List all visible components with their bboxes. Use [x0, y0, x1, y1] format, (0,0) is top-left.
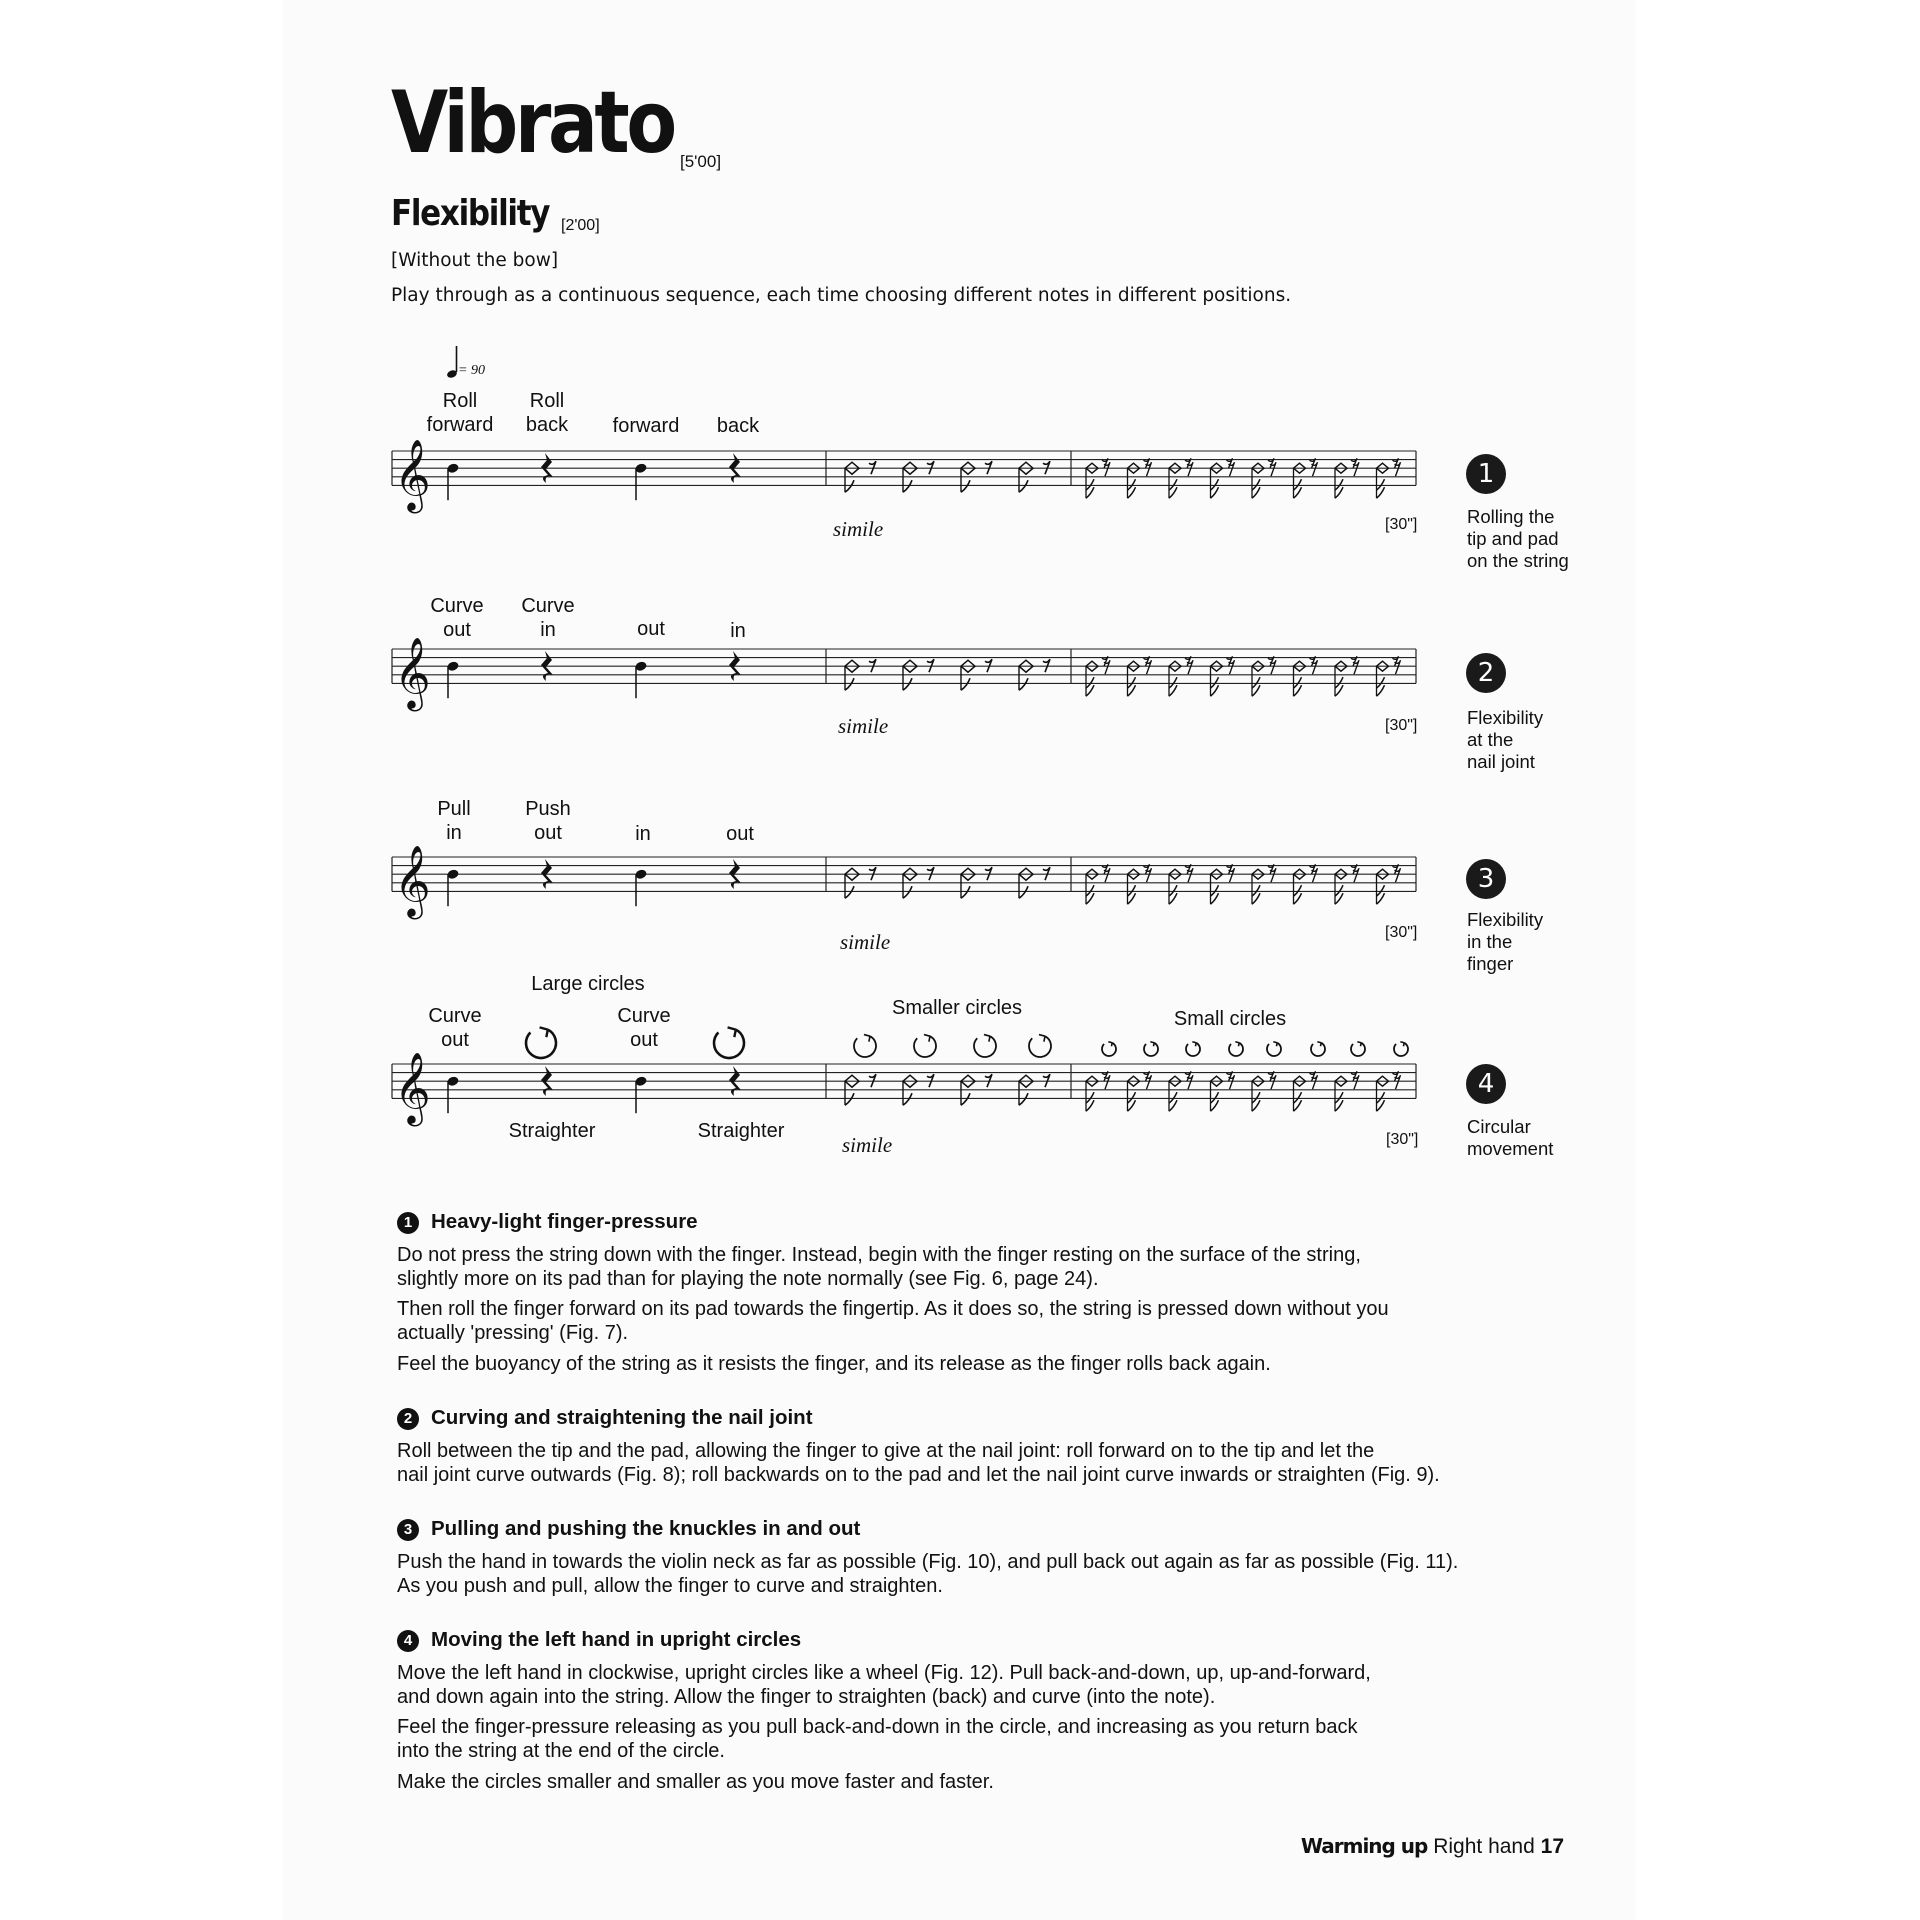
duration-marking: [30"] [1385, 717, 1418, 734]
label-straighter: Straighter [697, 1120, 785, 1142]
note-flag [903, 678, 912, 690]
simile-marking: simile [840, 930, 891, 954]
side-caption: Circular movement [1467, 1116, 1554, 1159]
sixteenth-rest [1144, 458, 1152, 476]
sixteenth-rest [1351, 864, 1359, 882]
sixteenth-rest [1310, 656, 1318, 674]
label-out: out [637, 618, 665, 640]
sixteenth-rest [1393, 458, 1401, 476]
sixteenth-rest [1185, 1071, 1193, 1089]
smaller-circle-icon [1029, 1036, 1051, 1057]
sixteenth-rest [1268, 1071, 1276, 1089]
note-flag [961, 886, 970, 898]
sixteenth-rest [1185, 656, 1193, 674]
step-badge: 1 [1466, 454, 1506, 494]
label-curve-out: Curve out [617, 1005, 671, 1051]
small-circle-icon [1394, 1043, 1408, 1056]
sixteenth-rest [1310, 1071, 1318, 1089]
section-number: 4 [397, 1630, 419, 1652]
label-in: in [730, 620, 746, 642]
sixteenth-rest [1227, 656, 1235, 674]
side-caption: Flexibility at the nail joint [1467, 707, 1544, 772]
small-circle-icon-arrowhead [1400, 1042, 1404, 1047]
label-back: back [716, 415, 760, 437]
label-large-circles: Large circles [531, 973, 645, 995]
note-flag [961, 480, 970, 492]
note-flag [1019, 678, 1028, 690]
small-circle-icon-arrowhead [1357, 1042, 1361, 1047]
label-curve-out: Curve out [428, 1005, 482, 1051]
label-push-out: Push out [525, 798, 571, 844]
section-paragraph: Roll between the tip and the pad, allowing the finger to give at the nail joint: roll forward on to the tip and let the nail joint curve outwards (Fig. 8); roll backwards on to the pad and let the nail joint curve inwards or straighten (Fig. 9). [397, 1440, 1440, 1486]
sixteenth-rest [1310, 864, 1318, 882]
section-paragraph: Push the hand in towards the violin neck as far as possible (Fig. 10), and pull back out again as far as possible (Fig. 11). As you push and pull, allow the finger to curve and straighten. [397, 1551, 1459, 1597]
sixteenth-rest [1144, 1071, 1152, 1089]
page-footer [1301, 1834, 1564, 1859]
treble-clef: 𝄞 [394, 639, 431, 708]
sixteenth-rest [1185, 458, 1193, 476]
note-flag [845, 480, 854, 492]
large-circle-icon [714, 1030, 744, 1058]
section-paragraph: Feel the buoyancy of the string as it resists the finger, and its release as the finger rolls back again. [397, 1353, 1271, 1375]
note-flag [845, 1093, 854, 1105]
label-out: out [726, 823, 754, 845]
smaller-circle-icon [854, 1036, 876, 1057]
tempo-value: = 90 [458, 363, 485, 378]
note-flag [903, 480, 912, 492]
smaller-circle-icon [974, 1036, 996, 1057]
sixteenth-rest [1102, 1071, 1110, 1089]
small-circle-icon [1267, 1043, 1281, 1056]
small-circle-icon [1351, 1043, 1365, 1056]
simile-marking: simile [838, 714, 889, 738]
note-flag [1019, 1093, 1028, 1105]
sixteenth-rest [1351, 1071, 1359, 1089]
step-badge: 4 [1466, 1064, 1506, 1104]
sixteenth-rest [1102, 656, 1110, 674]
small-circle-icon [1144, 1043, 1158, 1056]
section-duration: [2'00] [561, 217, 600, 234]
label-curve-out: Curve out [430, 595, 484, 641]
title-duration: [5'00] [680, 152, 722, 171]
label-curve-in: Curve in [521, 595, 575, 641]
label-smaller-circles: Smaller circles [891, 997, 1023, 1019]
page-number: 17 [1540, 1835, 1564, 1858]
note-flag [961, 678, 970, 690]
small-circle-icon [1102, 1043, 1116, 1056]
note-flag [1019, 886, 1028, 898]
section-paragraph: Make the circles smaller and smaller as you move faster and faster. [397, 1771, 994, 1793]
section-paragraph: Move the left hand in clockwise, upright circles like a wheel (Fig. 12). Pull back-and-down, up, up-and-forward, and down again into the string. Allow the finger to straighten (back) and curve (into the note). [397, 1662, 1371, 1708]
simile-marking: simile [833, 517, 884, 541]
sixteenth-rest [1144, 864, 1152, 882]
sixteenth-rest [1351, 656, 1359, 674]
note-flag [903, 1093, 912, 1105]
small-circle-icon [1229, 1043, 1243, 1056]
intro-instruction: Play through as a continuous sequence, each time choosing different notes in different positions. [391, 285, 1292, 306]
small-circle-icon-arrowhead [1317, 1042, 1321, 1047]
note-flag [961, 1093, 970, 1105]
sixteenth-rest [1227, 1071, 1235, 1089]
section-paragraph: Then roll the finger forward on its pad towards the fingertip. As it does so, the string is pressed down without you actually 'pressing' (Fig. 7). [397, 1298, 1389, 1344]
section-heading-2: 2 Curving and straightening the nail joint [397, 1406, 813, 1430]
page-title: Vibrato [391, 73, 674, 173]
sixteenth-rest [1227, 458, 1235, 476]
sixteenth-rest [1227, 864, 1235, 882]
sixteenth-rest [1268, 864, 1276, 882]
section-paragraph: Feel the finger-pressure releasing as you pull back-and-down in the circle, and increasing as you return back into the string at the end of the circle. [397, 1716, 1358, 1762]
simile-marking: simile [842, 1133, 893, 1157]
sixteenth-rest [1185, 864, 1193, 882]
treble-clef: 𝄞 [394, 1054, 431, 1123]
large-circle-icon-arrowhead [728, 1027, 736, 1037]
smaller-circle-icon-arrowhead [984, 1035, 990, 1042]
small-circle-icon-arrowhead [1273, 1042, 1277, 1047]
sixteenth-rest [1393, 656, 1401, 674]
footer-chapter: Warming up [1300, 1834, 1428, 1858]
sixteenth-rest [1144, 656, 1152, 674]
section-heading-3: 3 Pulling and pushing the knuckles in and out [397, 1517, 860, 1541]
smaller-circle-icon-arrowhead [1039, 1035, 1045, 1042]
label-forward: forward [612, 415, 680, 437]
sixteenth-rest [1351, 458, 1359, 476]
sixteenth-rest [1268, 458, 1276, 476]
smaller-circle-icon-arrowhead [864, 1035, 870, 1042]
note-flag [845, 886, 854, 898]
sixteenth-rest [1268, 656, 1276, 674]
section-number: 1 [397, 1212, 419, 1234]
small-circle-icon-arrowhead [1192, 1042, 1196, 1047]
label-pull-in: Pull in [437, 798, 471, 844]
smaller-circle-icon-arrowhead [924, 1035, 930, 1042]
label-small-circles: Small circles [1173, 1008, 1287, 1030]
note-flag [845, 678, 854, 690]
treble-clef: 𝄞 [394, 847, 431, 916]
label-straighter: Straighter [508, 1120, 596, 1142]
duration-marking: [30"] [1385, 924, 1418, 941]
step-badge: 2 [1466, 653, 1506, 693]
label-roll-forward: Roll forward [426, 390, 494, 436]
intro-note: [Without the bow] [391, 250, 559, 271]
sixteenth-rest [1102, 864, 1110, 882]
small-circle-icon-arrowhead [1108, 1042, 1112, 1047]
small-circle-icon-arrowhead [1150, 1042, 1154, 1047]
small-circle-icon [1311, 1043, 1325, 1056]
duration-marking: [30"] [1386, 1131, 1419, 1148]
small-circle-icon [1186, 1043, 1200, 1056]
section-heading-1: 1 Heavy-light finger-pressure [397, 1210, 698, 1234]
side-caption: Flexibility in the finger [1467, 909, 1544, 974]
small-circle-icon-arrowhead [1235, 1042, 1239, 1047]
section-title: Flexibility [391, 193, 550, 234]
section-paragraph: Do not press the string down with the finger. Instead, begin with the finger resting on the surface of the string, slightly more on its pad than for playing the note normally (see Fig. 6, page 24). [397, 1244, 1361, 1290]
section-number: 2 [397, 1408, 419, 1430]
large-circle-icon [526, 1030, 556, 1058]
note-flag [903, 886, 912, 898]
sixteenth-rest [1310, 458, 1318, 476]
side-caption: Rolling the tip and pad on the string [1467, 506, 1569, 571]
sixteenth-rest [1102, 458, 1110, 476]
section-heading-4: 4 Moving the left hand in upright circles [397, 1628, 801, 1652]
duration-marking: [30"] [1385, 516, 1418, 533]
label-in: in [635, 823, 651, 845]
note-flag [1019, 480, 1028, 492]
label-roll-back: Roll back [525, 390, 569, 436]
large-circle-icon-arrowhead [540, 1027, 548, 1037]
smaller-circle-icon [914, 1036, 936, 1057]
sixteenth-rest [1393, 864, 1401, 882]
footer-section: Right hand [1433, 1835, 1535, 1858]
sixteenth-rest [1393, 1071, 1401, 1089]
step-badge: 3 [1466, 859, 1506, 899]
treble-clef: 𝄞 [394, 441, 431, 510]
section-number: 3 [397, 1519, 419, 1541]
